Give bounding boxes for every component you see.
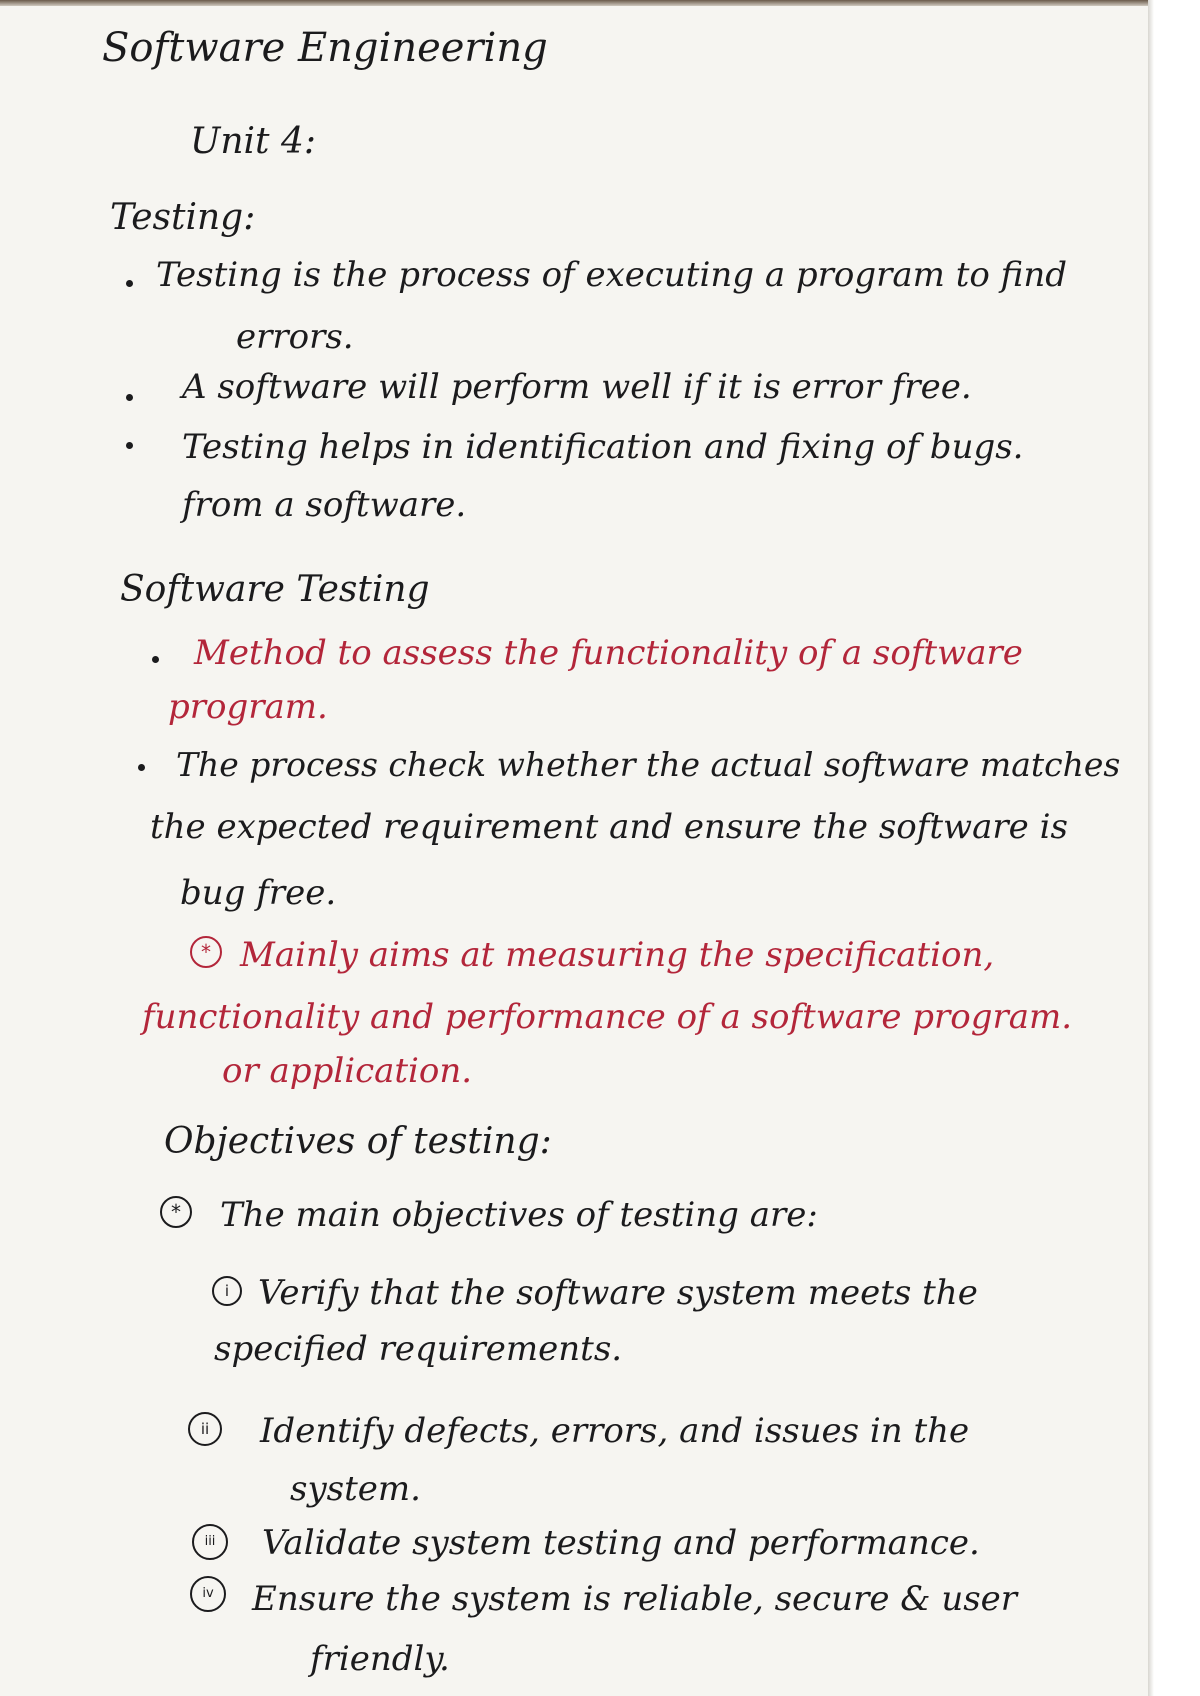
bullet-dot	[126, 442, 133, 449]
objective-2-line-1: Identify defects, errors, and issues in the	[260, 1411, 970, 1451]
unit-heading: Unit 4:	[190, 121, 316, 162]
bullet-dot	[138, 764, 145, 771]
objectives-intro: The main objectives of testing are:	[220, 1195, 818, 1235]
bullet-dot	[126, 280, 133, 287]
page-top-edge	[0, 0, 1150, 6]
roman-numeral-marker: iii	[192, 1524, 228, 1560]
note-line-3: or application.	[222, 1051, 473, 1091]
objective-1-line-1: Verify that the software system meets the	[258, 1273, 978, 1313]
page-title: Software Engineering	[102, 25, 548, 71]
roman-numeral-marker: iv	[190, 1576, 226, 1612]
note-line-1: Mainly aims at measuring the specification,	[240, 935, 995, 975]
software-testing-bullet-2-line-3: bug free.	[180, 873, 337, 913]
testing-heading: Testing:	[110, 197, 256, 238]
software-testing-bullet-1-line-1: Method to assess the functionality of a software	[194, 633, 1023, 673]
bullet-dot	[152, 656, 159, 663]
testing-bullet-1-line-1: Testing is the process of executing a program to find	[156, 255, 1067, 295]
software-testing-bullet-1-line-2: program.	[168, 687, 328, 727]
objective-4-line-1: Ensure the system is reliable, secure & user	[252, 1579, 1018, 1619]
software-testing-bullet-2-line-1: The process check whether the actual software matches	[176, 745, 1121, 784]
objective-4-line-2: friendly.	[310, 1639, 450, 1679]
objectives-heading: Objectives of testing:	[164, 1121, 552, 1162]
bullet-dot	[126, 394, 133, 401]
objective-2-line-2: system.	[290, 1469, 421, 1509]
objective-1-line-2: specified requirements.	[214, 1329, 623, 1369]
objective-3-line-1: Validate system testing and performance.	[262, 1523, 980, 1563]
testing-bullet-3-line-2: from a software.	[182, 485, 467, 525]
testing-bullet-2-line-1: A software will perform well if it is error free.	[182, 367, 972, 407]
roman-numeral-marker: i	[212, 1276, 242, 1306]
roman-numeral-marker: ii	[188, 1412, 222, 1446]
asterisk-circle-icon: *	[160, 1196, 192, 1228]
software-testing-bullet-2-line-2: the expected requirement and ensure the software is	[150, 807, 1068, 847]
asterisk-circle-icon: *	[190, 936, 222, 968]
testing-bullet-3-line-1: Testing helps in identification and fixing of bugs.	[182, 427, 1024, 467]
testing-bullet-1-line-2: errors.	[236, 317, 354, 357]
note-line-2: functionality and performance of a software program.	[142, 997, 1073, 1037]
software-testing-heading: Software Testing	[120, 569, 430, 610]
page-edge-shadow	[1148, 0, 1154, 1696]
